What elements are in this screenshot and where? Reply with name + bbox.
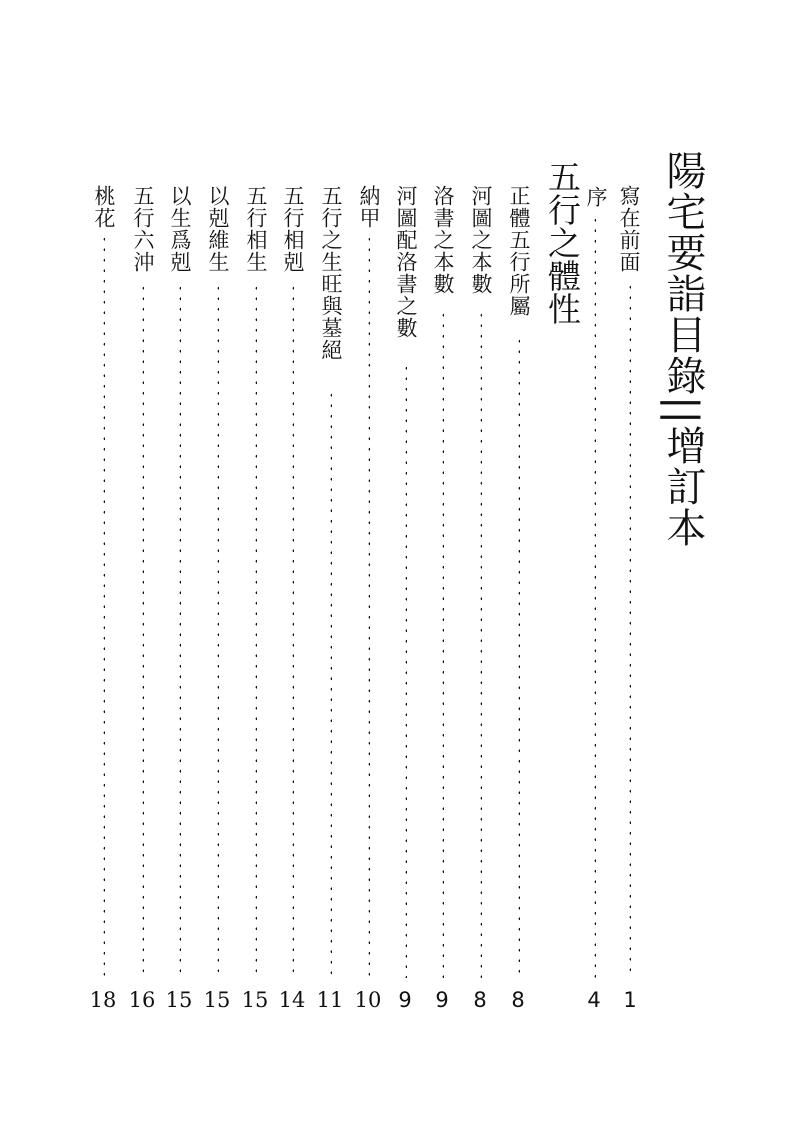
- page-number: 8: [473, 988, 487, 1012]
- leader-dots: [255, 283, 257, 978]
- toc-entry: 五行之生旺與墓絕: [319, 185, 343, 361]
- leader-dots: [480, 310, 482, 978]
- page-number: 15: [241, 988, 269, 1012]
- toc-entry: 正體五行所屬: [507, 185, 531, 317]
- page-number: 15: [203, 988, 231, 1012]
- leader-dots: [330, 390, 332, 978]
- toc-entry: 納甲: [357, 185, 381, 229]
- page-number: 1: [623, 988, 637, 1012]
- section-heading: 五行之體性: [543, 160, 582, 325]
- page-number: 10: [354, 988, 382, 1012]
- toc-title: 陽宅要詣目錄||增訂本: [660, 150, 706, 548]
- leader-dots: [103, 234, 105, 978]
- toc-entry: 五行六沖: [131, 185, 155, 273]
- toc-entry: 洛書之本數: [431, 185, 455, 295]
- page-number: 9: [398, 988, 412, 1012]
- toc-entry-foreword: 寫在前面: [617, 185, 641, 273]
- toc-entry: 桃花: [92, 185, 116, 229]
- leader-dots: [442, 310, 444, 978]
- leader-dots: [518, 336, 520, 978]
- leader-dots: [368, 234, 370, 978]
- toc-entry: 河圖之本數: [469, 185, 493, 295]
- leader-dots: [292, 283, 294, 978]
- toc-entry: 五行相生: [244, 185, 268, 273]
- toc-entry: 五行相剋: [281, 185, 305, 273]
- toc-entry: 河圖配洛書之數: [394, 185, 418, 339]
- leader-dots: [405, 363, 407, 978]
- page-number: 15: [165, 988, 193, 1012]
- leader-dots: [217, 283, 219, 978]
- leader-dots: [594, 215, 596, 978]
- toc-entry: 以生爲剋: [168, 185, 192, 273]
- page-number: 18: [89, 988, 117, 1012]
- toc-entry-preface: 序: [584, 186, 608, 208]
- page-number: 8: [511, 988, 525, 1012]
- leader-dots: [142, 283, 144, 978]
- page-number: 14: [278, 988, 306, 1012]
- toc-entry: 以剋維生: [206, 185, 230, 273]
- leader-dots: [179, 283, 181, 978]
- leader-dots: [629, 282, 631, 978]
- page-number: 9: [435, 988, 449, 1012]
- page-number: 11: [316, 988, 344, 1012]
- page-number: 16: [128, 988, 156, 1012]
- page-number: 4: [587, 988, 601, 1012]
